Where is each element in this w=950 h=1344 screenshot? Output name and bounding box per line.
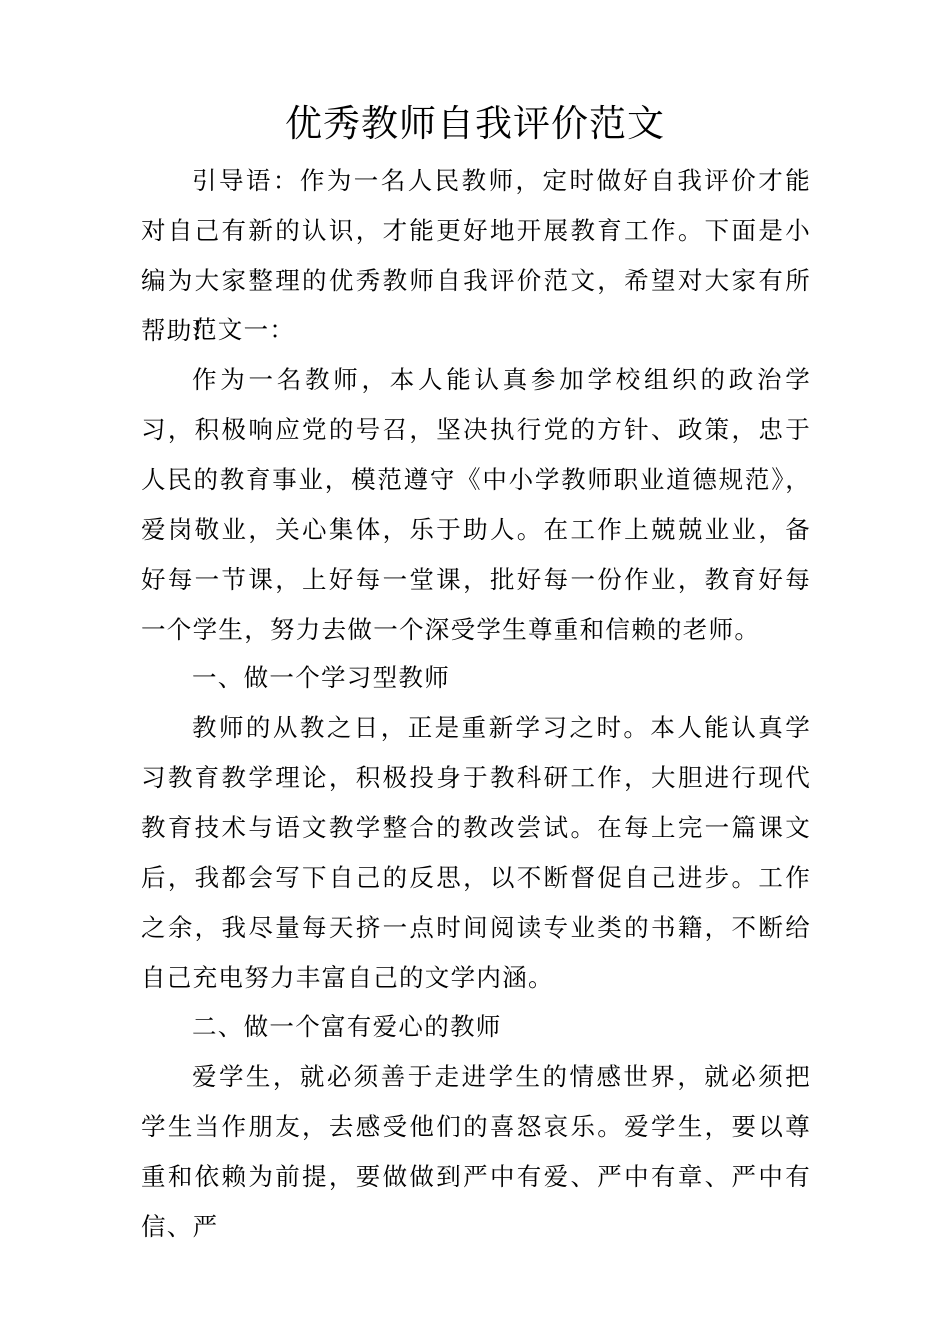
paragraph-1: 作为一名教师，本人能认真参加学校组织的政治学习，积极响应党的号召，坚决执行党的方针、政策，忠于人民的教育事业，模范遵守《中小学教师职业道德规范》，爱岗敬业，关心集体，乐于助人。在工作上兢兢业业，备好每一节课，上好每一堂课，批好每一份作业，教育好每一个学生，努力去做一个深受学生尊重和信赖的老师。 [141, 365, 811, 644]
document-title: 优秀教师自我评价范文 [285, 102, 665, 145]
section-heading-2: 二、做一个富有爱心的教师 [192, 1012, 502, 1041]
intro-paragraph: 引导语：作为一名人民教师，定时做好自我评价才能对自己有新的认识，才能更好地开展教育工作。下面是小编为大家整理的优秀教师自我评价范文，希望对大家有所帮助! [141, 166, 811, 345]
paragraph-2: 教师的从教之日，正是重新学习之时。本人能认真学习教育教学理论，积极投身于教科研工作，大胆进行现代教育技术与语文教学整合的教改尝试。在每上完一篇课文后，我都会写下自己的反思，以不断督促自己进步。工作之余，我尽量每天挤一点时间阅读专业类的书籍，不断给自己充电努力丰富自己的文学内涵。 [141, 713, 811, 992]
section-heading-1: 一、做一个学习型教师 [192, 663, 450, 692]
paragraph-3: 爱学生，就必须善于走进学生的情感世界，就必须把学生当作朋友，去感受他们的喜怒哀乐。爱学生，要以尊重和依赖为前提，要做做到严中有爱、严中有章、严中有信、严 [141, 1062, 811, 1241]
sample-label: 范文一： [192, 315, 296, 344]
